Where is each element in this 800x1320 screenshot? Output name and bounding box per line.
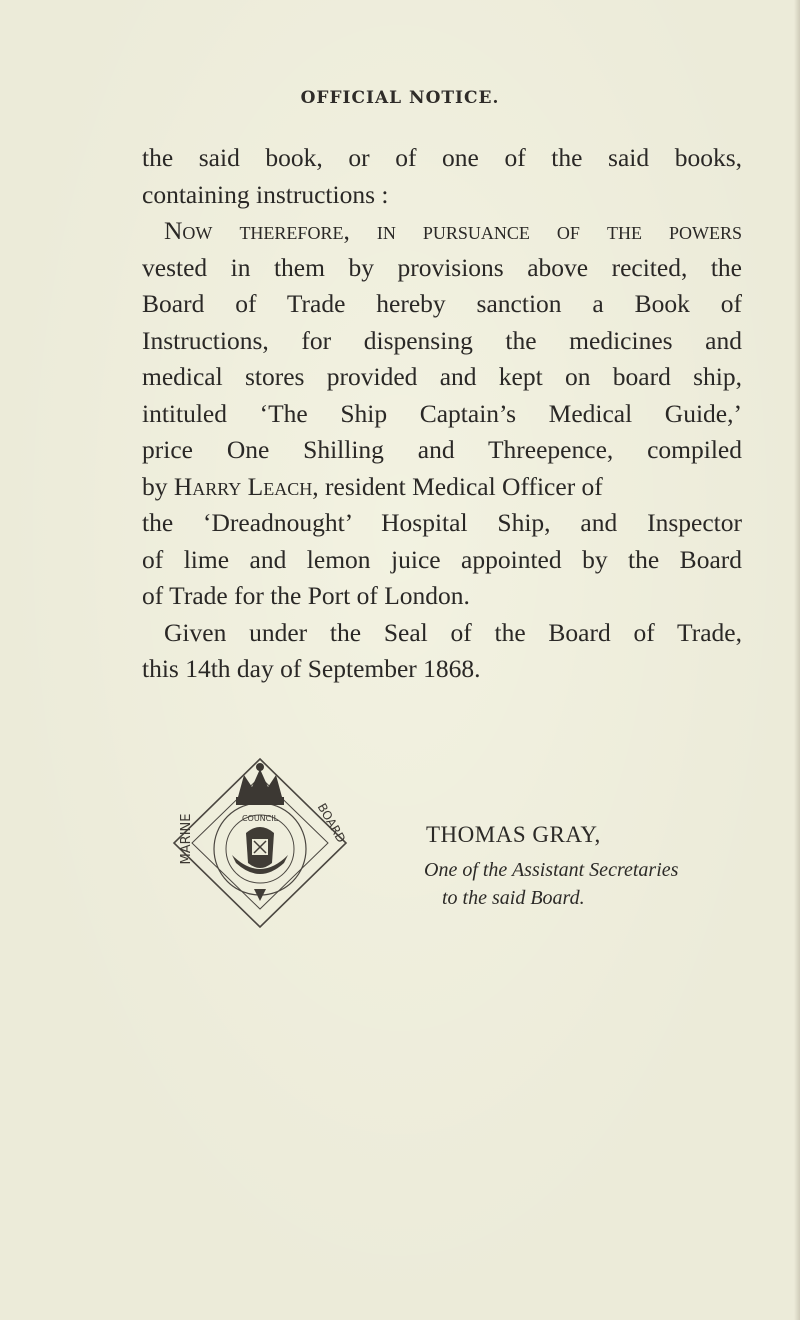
crown-icon: [236, 763, 284, 805]
text-line-10: [142, 469, 742, 506]
now-word: Now: [164, 216, 213, 245]
text-line-15: this 14th day of September 1868.: [142, 654, 481, 683]
text-line-1: the said book, or of one of the said books,: [142, 143, 742, 172]
board-of-trade-seal: [168, 755, 352, 931]
author-role: , resident Medical Officer of: [312, 471, 603, 501]
signatory-title: One of the Assistant Secretaries: [424, 859, 679, 881]
text-line-6: Instructions, for dispensing the medicines and: [142, 325, 742, 355]
text-line-4: vested in them by provisions above recited, the: [142, 252, 742, 282]
text-line-7: medical stores provided and kept on board ship,: [142, 362, 742, 391]
seal-text-right: BOARD: [314, 800, 349, 846]
text-line-8: intituled ‘The Ship Captain’s Medical Guide,’: [142, 398, 742, 428]
signatory-name: THOMAS GRAY,: [426, 822, 601, 847]
text-line-2: containing instructions :: [142, 179, 389, 209]
text-line-11: the ‘Dreadnought’ Hospital Ship, and Inspector: [142, 508, 742, 537]
text-line-5: Board of Trade hereby sanction a Book of: [142, 289, 742, 318]
seal-text-left: MARINE: [179, 813, 194, 865]
text-line-12: of lime and lemon juice appointed by the Board: [142, 544, 742, 574]
text-line-9: price One Shilling and Threepence, compiled: [142, 435, 742, 464]
therefore-clause: therefore, in pursuance of the powers: [239, 216, 742, 245]
text-line-14: Given under the Seal of the Board of Trade,: [164, 617, 742, 647]
signatory-title-cont: to the said Board.: [442, 887, 585, 909]
signature-block: [424, 820, 754, 912]
running-head: OFFICIAL NOTICE.: [300, 88, 500, 108]
page-edge-shadow: [794, 0, 800, 1320]
text-line-3: [142, 213, 742, 250]
notice-body: [142, 140, 742, 688]
author-name: Harry Leach: [173, 471, 313, 501]
by-word: by: [142, 471, 168, 501]
text-line-13: of Trade for the Port of London.: [142, 581, 470, 610]
seal-text-inner: COUNCIL: [241, 814, 279, 823]
